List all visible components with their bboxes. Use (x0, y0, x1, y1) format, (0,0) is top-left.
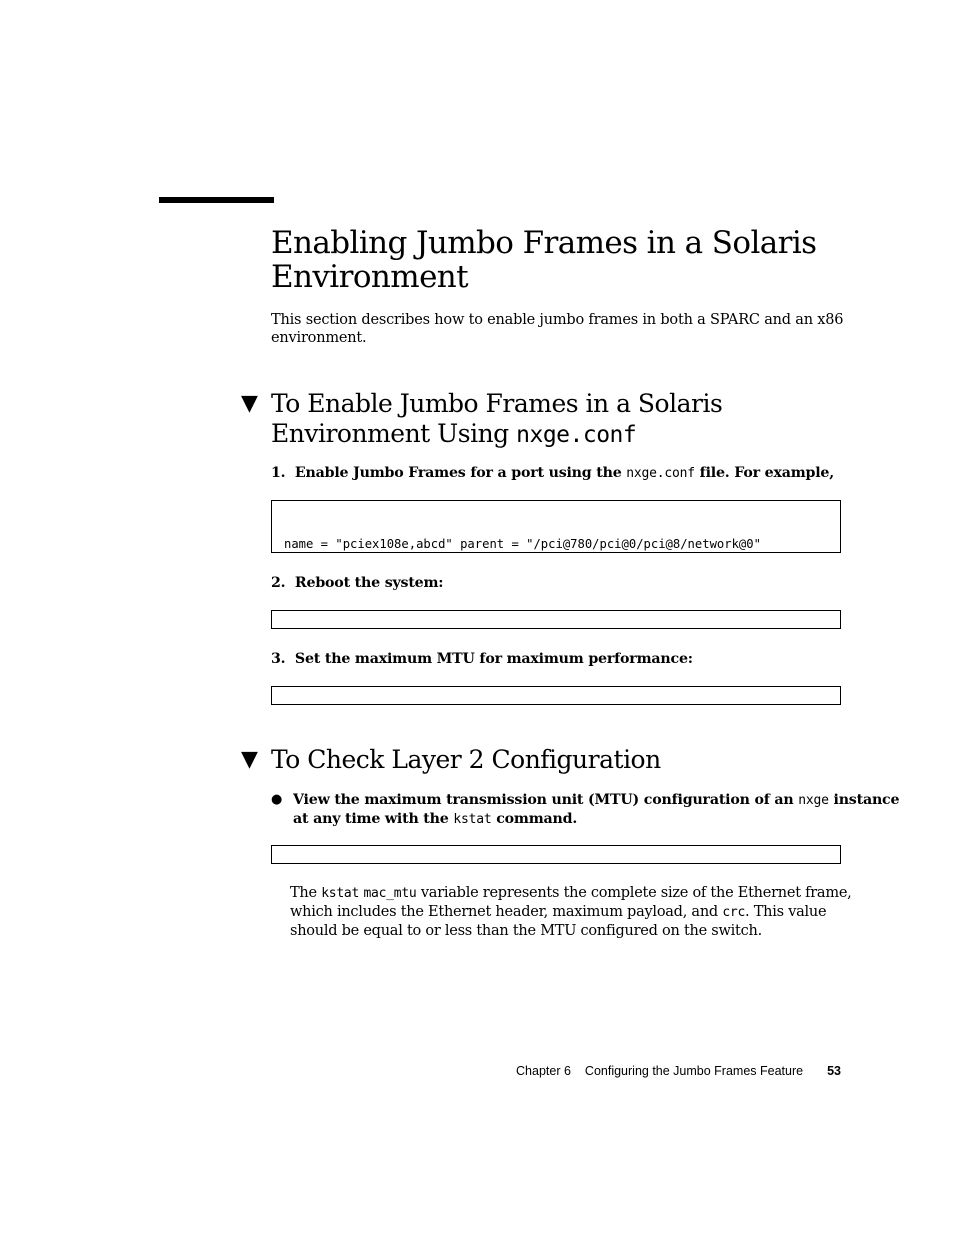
step-2: 2. Reboot the system: (271, 575, 444, 591)
code-block-ifconfig (271, 686, 841, 705)
intro-line2: environment. (271, 330, 367, 346)
intro-line1: This section describes how to enable jumbo frames in both a SPARC and an x86 (271, 312, 844, 328)
page-footer (516, 1064, 841, 1078)
intro-paragraph (271, 311, 846, 347)
explanation-paragraph (290, 884, 850, 940)
page-title (271, 226, 831, 294)
procedure-heading-text: To Check Layer 2 Configuration (271, 745, 661, 774)
procedure-heading-line2: Environment Using nxge.conf (271, 419, 637, 448)
page-title-line1: Enabling Jumbo Frames in a Solaris (271, 225, 817, 261)
code-block-boot (271, 610, 841, 629)
paragraph-line3: should be equal to or less than the MTU configured on the switch. (290, 923, 762, 939)
bullet-icon: ● (271, 792, 283, 807)
bullet-line1: View the maximum transmission unit (MTU) configuration of an nxge instance (293, 792, 900, 808)
nxge-conf-code: nxge.conf (516, 422, 637, 448)
code-block-kstat (271, 845, 841, 864)
code-line: name = "pciex108e,abcd" parent = "/pci@780/pci@0/pci@8/network@0" (284, 537, 761, 551)
page-title-line2: Environment (271, 259, 469, 295)
footer-chapter: Chapter 6 (516, 1064, 571, 1078)
paragraph-line2: which includes the Ethernet header, maximum payload, and crc. This value (290, 904, 827, 920)
paragraph-line1: The kstat mac_mtu variable represents the complete size of the Ethernet frame, (290, 885, 852, 901)
footer-chapter-title: Configuring the Jumbo Frames Feature (584, 1064, 804, 1078)
triangle-down-icon: ▼ (241, 391, 258, 416)
procedure-heading-line1: To Enable Jumbo Frames in a Solaris (271, 389, 723, 418)
procedure-heading-check-layer2 (241, 745, 841, 777)
code-block-nxge-conf (271, 500, 841, 553)
bullet-line2: at any time with the kstat command. (293, 811, 578, 827)
chapter-rule (159, 197, 274, 203)
step-3: 3. Set the maximum MTU for maximum performance: (271, 651, 693, 667)
triangle-down-icon: ▼ (241, 747, 258, 772)
page-number: 53 (827, 1064, 841, 1078)
procedure-heading-enable-jumbo (241, 389, 841, 451)
step-1: 1. Enable Jumbo Frames for a port using the nxge.conf file. For example, (271, 465, 835, 481)
